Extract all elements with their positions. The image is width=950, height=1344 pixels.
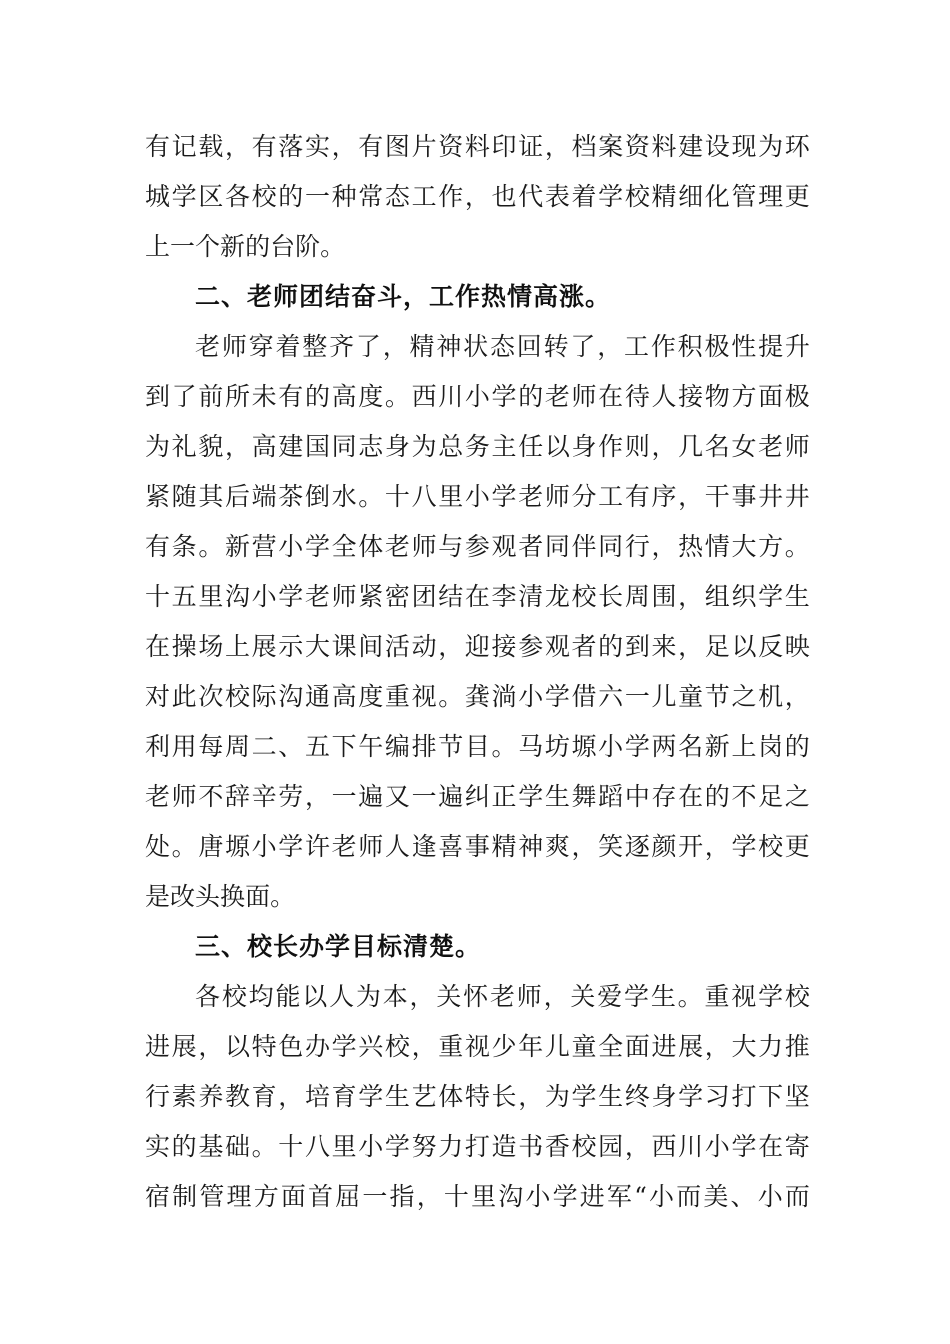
paragraph-2-line-11: 处 。 唐 塬 小 学 许 老 师 人 逢 喜 事 精 神 爽 ， 笑 逐 颜 开 ， 学 校 更	[145, 832, 810, 861]
section-heading-3: 三、校长办学目标清楚。	[195, 932, 482, 961]
paragraph-3-line-3: 行 素 养 教 育 ， 培 育 学 生 艺 体 特 长 ， 为 学 生 终 身 学 习 打 下 坚	[145, 1082, 810, 1111]
paragraph-3-line-1: 各 校 均 能 以 人 为 本 ， 关 怀 老 师 ， 关 爱 学 生 。 重 视 学 校	[195, 982, 810, 1011]
paragraph-2-line-8: 对 此 次 校 际 沟 通 高 度 重 视 。 龚 淌 小 学 借 六 一 儿 童 节 之 机 ，	[145, 682, 810, 711]
paragraph-2-line-10: 老 师 不 辞 辛 劳 ， 一 遍 又 一 遍 纠 正 学 生 舞 蹈 中 存 在 的 不 足 之	[145, 782, 810, 811]
paragraph-2-line-2: 到 了 前 所 未 有 的 高 度 。 西 川 小 学 的 老 师 在 待 人 接 物 方 面 极	[145, 382, 810, 411]
paragraph-2-line-5: 有 条 。 新 营 小 学 全 体 老 师 与 参 观 者 同 伴 同 行 ， 热 情 大 方 。	[145, 532, 810, 561]
paragraph-2-line-1: 老 师 穿 着 整 齐 了 ， 精 神 状 态 回 转 了 ， 工 作 积 极 性 提 升	[195, 332, 810, 361]
paragraph-1-line-1: 有 记 载 ， 有 落 实 ， 有 图 片 资 料 印 证 ， 档 案 资 料 建 设 现 为 环	[145, 132, 810, 161]
paragraph-2-line-7: 在 操 场 上 展 示 大 课 间 活 动 ， 迎 接 参 观 者 的 到 来 ， 足 以 反 映	[145, 632, 810, 661]
section-heading-2: 二、老师团结奋斗，工作热情高涨。	[195, 282, 612, 311]
paragraph-1-line-2: 城 学 区 各 校 的 一 种 常 态 工 作 ， 也 代 表 着 学 校 精 细 化 管 理 更	[145, 182, 810, 211]
paragraph-1-line-3: 上 一 个 新 的 台 阶 。	[145, 232, 346, 261]
paragraph-3-line-4: 实 的 基 础 。 十 八 里 小 学 努 力 打 造 书 香 校 园 ， 西 川 小 学 在 寄	[145, 1132, 810, 1161]
paragraph-3-line-2: 进 展 ， 以 特 色 办 学 兴 校 ， 重 视 少 年 儿 童 全 面 进 展 ， 大 力 推	[145, 1032, 810, 1061]
paragraph-2-line-3: 为 礼 貌 ， 高 建 国 同 志 身 为 总 务 主 任 以 身 作 则 ， 几 名 女 老 师	[145, 432, 810, 461]
paragraph-2-line-12: 是 改 头 换 面 。	[145, 882, 296, 911]
paragraph-2-line-4: 紧 随 其 后 端 茶 倒 水 。 十 八 里 小 学 老 师 分 工 有 序 ， 干 事 井 井	[145, 482, 810, 511]
paragraph-2-line-6: 十 五 里 沟 小 学 老 师 紧 密 团 结 在 李 清 龙 校 长 周 围 ， 组 织 学 生	[145, 582, 810, 611]
paragraph-3-line-5: 宿 制 管 理 方 面 首 屈 一 指 ， 十 里 沟 小 学 进 军 “ 小 而 美 、 小 而	[145, 1182, 810, 1211]
paragraph-2-line-9: 利 用 每 周 二 、 五 下 午 编 排 节 目 。 马 坊 塬 小 学 两 名 新 上 岗 的	[145, 732, 810, 761]
